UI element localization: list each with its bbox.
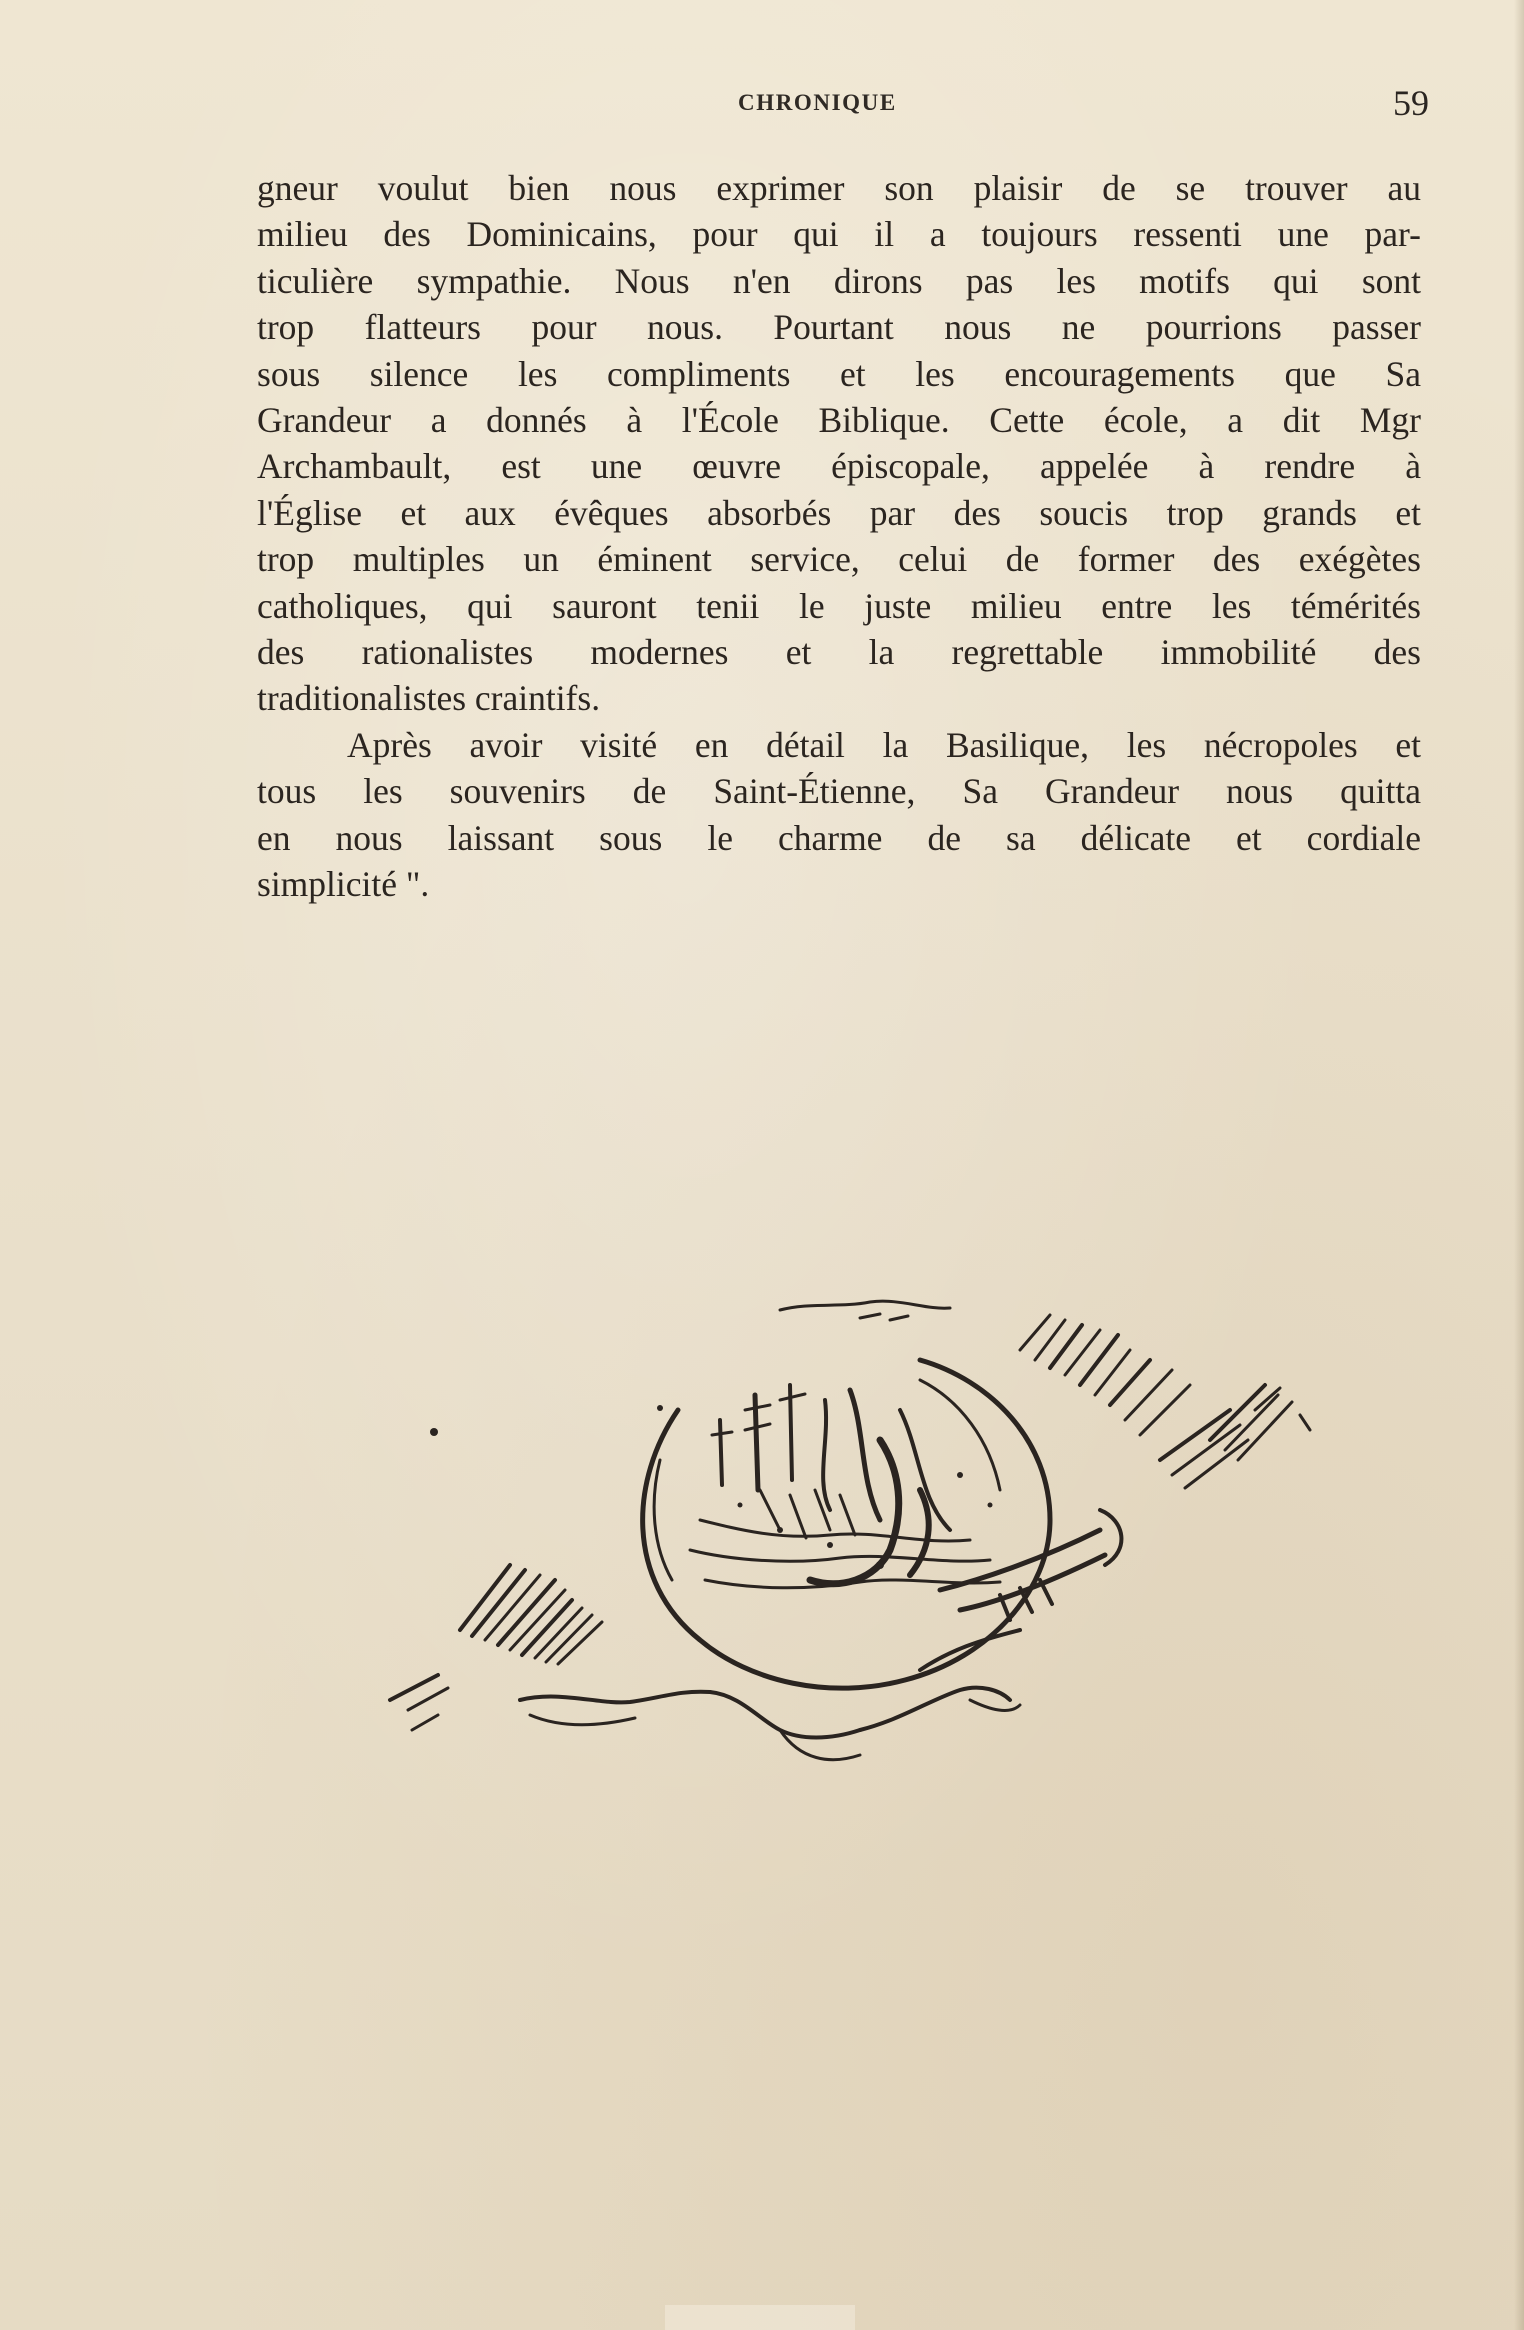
body-text <box>257 165 1421 908</box>
text-line: milieu des Dominicains, pour qui il a toujours ressenti une par- <box>257 214 1421 255</box>
text-line: traditionalistes craintifs. <box>257 678 601 719</box>
text-line: ticulière sympathie. Nous n'en dirons pas les motifs qui sont <box>257 260 1421 301</box>
text-line: Grandeur a donnés à l'École Biblique. Cette école, a dit Mgr <box>257 400 1421 441</box>
text-line: catholiques, qui sauront tenii le juste milieu entre les témérités <box>257 585 1421 626</box>
text-line: Archambault, est une œuvre épiscopale, appelée à rendre à <box>257 446 1421 487</box>
page-edge-shadow <box>1514 0 1524 2330</box>
text-line: en nous laissant sous le charme de sa délicate et cordiale <box>257 817 1421 858</box>
text-line: des rationalistes modernes et la regrettable immobilité des <box>257 632 1421 673</box>
text-line: simplicité ". <box>257 864 430 905</box>
page-number: 59 <box>1393 83 1429 123</box>
text-line: trop multiples un éminent service, celui de former des exégètes <box>257 539 1421 580</box>
tailpiece-vignette <box>360 1290 1340 1770</box>
page-bottom-strip <box>665 2305 855 2330</box>
text-line: tous les souvenirs de Saint-Étienne, Sa Grandeur nous quitta <box>257 771 1421 812</box>
text-line: trop flatteurs pour nous. Pourtant nous ne pourrions passer <box>257 307 1421 348</box>
running-head: CHRONIQUE <box>738 90 897 115</box>
text-line: sous silence les compliments et les encouragements que Sa <box>257 353 1421 394</box>
text-line: Après avoir visité en détail la Basilique, les nécropoles et <box>347 724 1421 765</box>
text-line: l'Église et aux évêques absorbés par des soucis trop grands et <box>257 492 1421 533</box>
text-line: gneur voulut bien nous exprimer son plaisir de se trouver au <box>257 168 1421 208</box>
page-header <box>0 82 1524 134</box>
